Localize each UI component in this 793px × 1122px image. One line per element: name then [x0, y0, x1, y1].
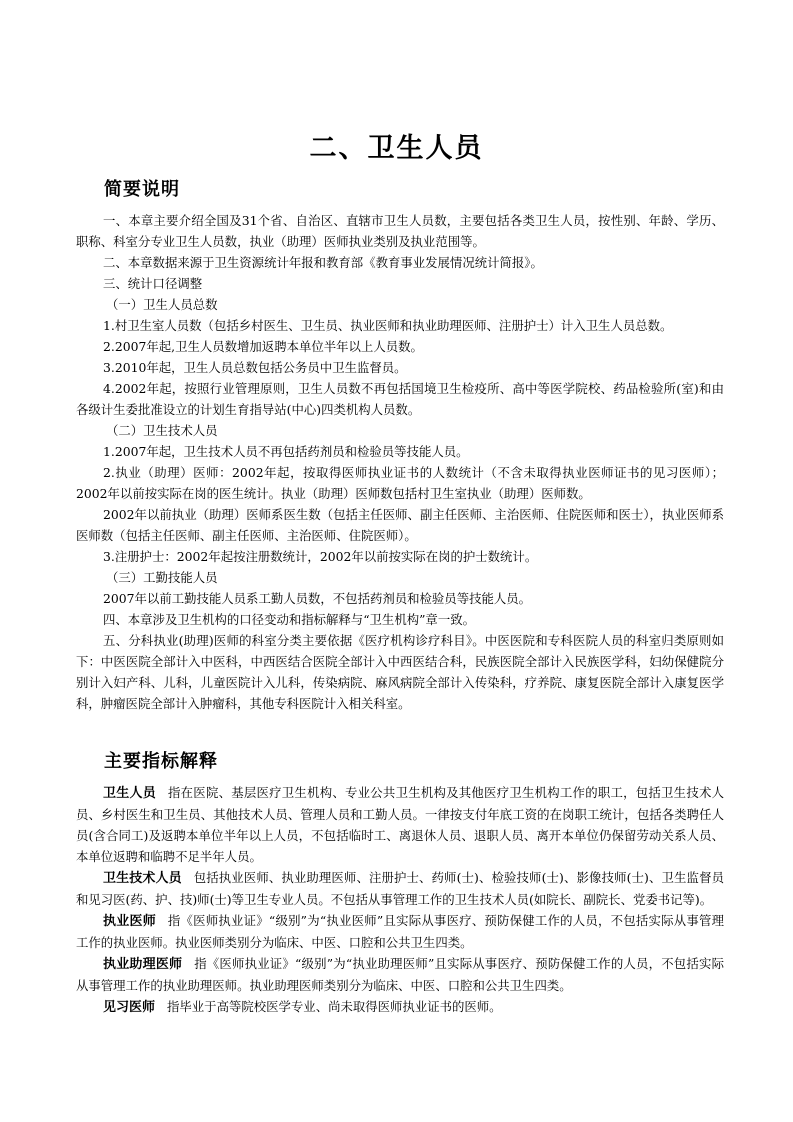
brief-paragraph: 2007年以前工勤技能人员系工勤人员数，不包括药剂员和检验员等技能人员。 [103, 591, 532, 606]
brief-paragraph: 3.注册护士：2002年起按注册数统计，2002年以前按实际在岗的护士数统计。 [103, 549, 538, 564]
indicator-item [76, 910, 724, 953]
indicator-definition: 指《医师执业证》“级别”为“执业助理医师”且实际从事医疗、预防保健工作的人员，不包括实际从事管理工作的执业助理医师。执业助理医师类别分为临床、中医、口腔和公共卫生四类。 [76, 956, 724, 993]
indicator-definition: 指《医师执业证》“级别”为“执业医师”且实际从事医疗、预防保健工作的人员，不包括实际从事管理工作的执业医师。执业医师类别分为临床、中医、口腔和公共卫生四类。 [76, 913, 724, 950]
indicator-definition: 包括执业医师、执业助理医师、注册护士、药师(士)、检验技师(士)、影像技师(士)、卫生监督员和见习医(药、护、技)师(士)等卫生专业人员。不包括从事管理工作的卫生技术人员(如院长、副院长、党委书记等)。 [76, 870, 724, 907]
brief-subheading: （一）卫生人员总数 [106, 297, 218, 312]
brief-paragraph: 4.2002年起，按照行业管理原则，卫生人员数不再包括国境卫生检疫所、高中等医学院校、药品检验所(室)和由各级计生委批准设立的计划生育指导站(中心)四类机构人员数。 [76, 381, 724, 417]
brief-paragraph: 2.执业（助理）医师：2002年起，按取得医师执业证书的人数统计（不含未取得执业医师证书的见习医师）；2002年以前按实际在岗的医生统计。执业（助理）医师数包括村卫生室执业（助理）医师数。 [76, 465, 724, 501]
indicator-term: 卫生人员 [103, 786, 157, 801]
indicators-heading: 主要指标解释 [104, 751, 218, 772]
brief-paragraph: 3.2010年起，卫生人员总数包括公务员中卫生监督员。 [103, 360, 407, 375]
indicator-term: 卫生技术人员 [103, 871, 182, 886]
brief-paragraph: 一、本章主要介绍全国及31个省、自治区、直辖市卫生人员数，主要包括各类卫生人员，按性别、年龄、学历、职称、科室分专业卫生人员数，执业（助理）医师执业类别及执业范围等。 [76, 213, 724, 249]
brief-paragraph: 2.2007年起,卫生人员数增加返聘本单位半年以上人员数。 [103, 339, 423, 354]
chapter-title: 二、卫生人员 [309, 133, 484, 164]
indicator-term: 执业助理医师 [103, 957, 183, 972]
brief-paragraph: 1.2007年起，卫生技术人员不再包括药剂员和检验员等技能人员。 [103, 444, 469, 459]
indicator-item [76, 867, 724, 910]
indicator-term: 见习医师 [103, 1000, 156, 1015]
brief-paragraph: 四、本章涉及卫生机构的口径变动和指标解释与“卫生机构”章一致。 [103, 612, 475, 627]
brief-section [76, 210, 724, 714]
indicator-term: 执业医师 [103, 914, 156, 929]
indicator-definition: 指毕业于高等院校医学专业、尚未取得医师执业证书的医师。 [167, 999, 502, 1014]
brief-subheading: （三）工勤技能人员 [106, 570, 218, 585]
brief-paragraph: 2002年以前执业（助理）医师系医生数（包括主任医师、副主任医师、主治医师、住院医师和医士），执业医师系医师数（包括主任医师、副主任医师、主治医师、住院医师）。 [76, 507, 724, 543]
brief-paragraph: 二、本章数据来源于卫生资源统计年报和教育部《教育事业发展情况统计简报》。 [103, 255, 543, 270]
brief-subheading: （二）卫生技术人员 [106, 423, 218, 438]
indicator-item [76, 782, 724, 867]
brief-paragraph: 1.村卫生室人员数（包括乡村医生、卫生员、执业医师和执业助理医师、注册护士）计入卫生人员总数。 [103, 318, 673, 333]
brief-paragraph: 三、统计口径调整 [103, 276, 203, 291]
indicators-section [76, 782, 724, 1018]
indicator-item [76, 996, 724, 1018]
brief-heading: 简要说明 [104, 179, 180, 200]
brief-paragraph: 五、分科执业(助理)医师的科室分类主要依据《医疗机构诊疗科目》。中医医院和专科医院人员的科室归类原则如下：中医医院全部计入中医科，中西医结合医院全部计入中西医结合科，民族医院全部计入民族医学科，妇幼保健院分别计入妇产科、儿科，儿童医院计入儿科，传染病院、麻风病院全部计入传染科，疗养院、康复医院全部计入康复医学科，肿瘤医院全部计入肿瘤科，其他专科医院计入相关科室。 [76, 633, 724, 711]
indicator-definition: 指在医院、基层医疗卫生机构、专业公共卫生机构及其他医疗卫生机构工作的职工，包括卫生技术人员、乡村医生和卫生员、其他技术人员、管理人员和工勤人员。一律按支付年底工资的在岗职工统计，包括各类聘任人员(含合同工)及返聘本单位半年以上人员，不包括临时工、离退休人员、退职人员、离开本单位仍保留劳动关系人员、本单位返聘和临聘不足半年人员。 [76, 785, 724, 864]
indicator-item [76, 953, 724, 996]
